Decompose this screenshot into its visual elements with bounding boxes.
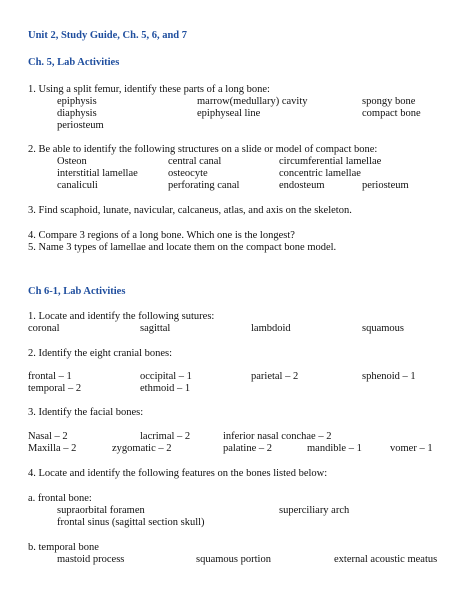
term-item: mastoid process [57,554,125,565]
term-item: osteocyte [168,168,208,179]
question-text: 3. Find scaphoid, lunate, navicular, calcaneus, atlas, and axis on the skeleton. [28,205,352,216]
question-text: 4. Locate and identify the following features on the bones listed below: [28,468,328,479]
question-text: 2. Identify the eight cranial bones: [28,348,173,359]
term-item: occipital – 1 [140,371,192,382]
term-item: squamous [362,323,404,334]
term-item: external acoustic meatus [334,554,438,565]
term-item: central canal [168,156,222,167]
term-item: perforating canal [168,180,240,191]
term-item: diaphysis [57,108,97,119]
term-item: endosteum [279,180,325,191]
term-item: concentric lamellae [279,168,361,179]
term-item: interstitial lamellae [57,168,138,179]
term-item: compact bone [362,108,421,119]
question-text: a. frontal bone: [28,493,92,504]
term-item: sagittal [140,323,171,334]
term-item: mandible – 1 [307,443,362,454]
term-item: parietal – 2 [251,371,299,382]
term-item: lacrimal – 2 [140,431,191,442]
question-text: 1. Locate and identify the following sutures: [28,311,215,322]
question-text: 5. Name 3 types of lamellae and locate them on the compact bone model. [28,242,337,253]
term-item: lambdoid [251,323,291,334]
term-item: periosteum [57,120,104,131]
term-item: temporal – 2 [28,383,82,394]
term-item: frontal sinus (sagittal section skull) [57,517,205,528]
term-item: spongy bone [362,96,416,107]
term-item: ethmoid – 1 [140,383,191,394]
page-title: Unit 2, Study Guide, Ch. 5, 6, and 7 [28,30,188,41]
section-heading-ch6: Ch 6-1, Lab Activities [28,286,126,297]
term-item: periosteum [362,180,409,191]
term-item: epiphysis [57,96,97,107]
term-item: inferior nasal conchae – 2 [223,431,332,442]
question-text: b. temporal bone [28,542,99,553]
question-text: 4. Compare 3 regions of a long bone. Which one is the longest? [28,230,295,241]
question-text: 2. Be able to identify the following structures on a slide or model of compact bone: [28,144,378,155]
question-text: 3. Identify the facial bones: [28,407,144,418]
term-item: superciliary arch [279,505,350,516]
term-item: squamous portion [196,554,271,565]
term-item: Osteon [57,156,87,167]
term-item: Nasal – 2 [28,431,68,442]
question-text: 1. Using a split femur, identify these parts of a long bone: [28,84,270,95]
term-item: frontal – 1 [28,371,72,382]
term-item: palatine – 2 [223,443,272,454]
term-item: canaliculi [57,180,98,191]
term-item: circumferential lamellae [279,156,382,167]
term-item: supraorbital foramen [57,505,145,516]
term-item: epiphyseal line [197,108,261,119]
term-item: vomer – 1 [390,443,433,454]
term-item: marrow(medullary) cavity [197,96,308,107]
section-heading-ch5: Ch. 5, Lab Activities [28,57,120,68]
term-item: sphenoid – 1 [362,371,416,382]
term-item: Maxilla – 2 [28,443,77,454]
term-item: coronal [28,323,60,334]
term-item: zygomatic – 2 [112,443,172,454]
